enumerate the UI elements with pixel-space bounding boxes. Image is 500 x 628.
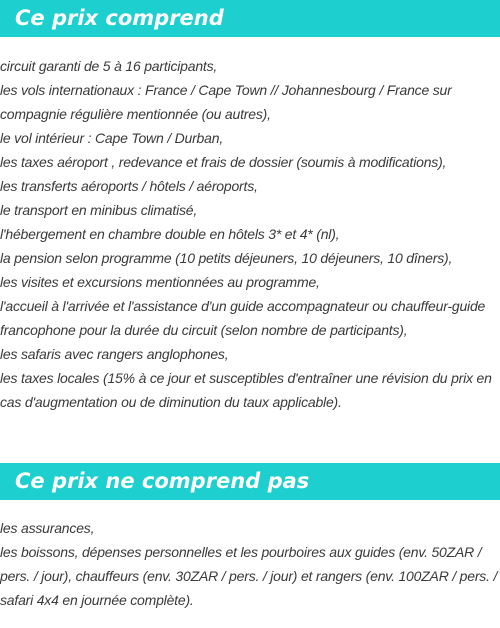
excluded-section-header bbox=[0, 463, 500, 500]
list-item: l'hébergement en chambre double en hôtels 3* et 4* (nl), bbox=[0, 226, 340, 242]
included-items-list bbox=[0, 54, 500, 414]
list-item: la pension selon programme (10 petits déjeuners, 10 déjeuners, 10 dîners), bbox=[0, 250, 453, 266]
list-item: le vol intérieur : Cape Town / Durban, bbox=[0, 130, 224, 146]
excluded-section-title: Ce prix ne comprend pas bbox=[15, 469, 310, 493]
list-item: les vols internationaux : France / Cape Town // Johannesbourg / France sur compagnie régulière mentionnée (ou autres), bbox=[0, 82, 452, 122]
list-item: les visites et excursions mentionnées au programme, bbox=[0, 274, 320, 290]
list-item: les assurances, bbox=[0, 520, 95, 536]
list-item: les taxes aéroport , redevance et frais de dossier (soumis à modifications), bbox=[0, 154, 447, 170]
list-item: l'accueil à l'arrivée et l'assistance d'un guide accompagnateur ou chauffeur-guide francophone pour la durée du circuit (selon nombre de participants), bbox=[0, 298, 486, 338]
included-section-title: Ce prix comprend bbox=[15, 6, 224, 30]
list-item: circuit garanti de 5 à 16 participants, bbox=[0, 58, 218, 74]
excluded-items-list bbox=[0, 516, 500, 612]
list-item: les safaris avec rangers anglophones, bbox=[0, 346, 229, 362]
included-section-header bbox=[0, 0, 500, 37]
list-item: les taxes locales (15% à ce jour et susceptibles d'entraîner une révision du prix en cas d'augmentation ou de diminution du taux applicable). bbox=[0, 370, 492, 410]
list-item: les boissons, dépenses personnelles et les pourboires aux guides (env. 50ZAR / pers. / jour), chauffeurs (env. 30ZAR / pers. / jour) et rangers (env. 100ZAR / pers. / safari 4x4 en journée complète). bbox=[0, 544, 498, 608]
list-item: les transferts aéroports / hôtels / aéroports, bbox=[0, 178, 258, 194]
list-item: le transport en minibus climatisé, bbox=[0, 202, 198, 218]
